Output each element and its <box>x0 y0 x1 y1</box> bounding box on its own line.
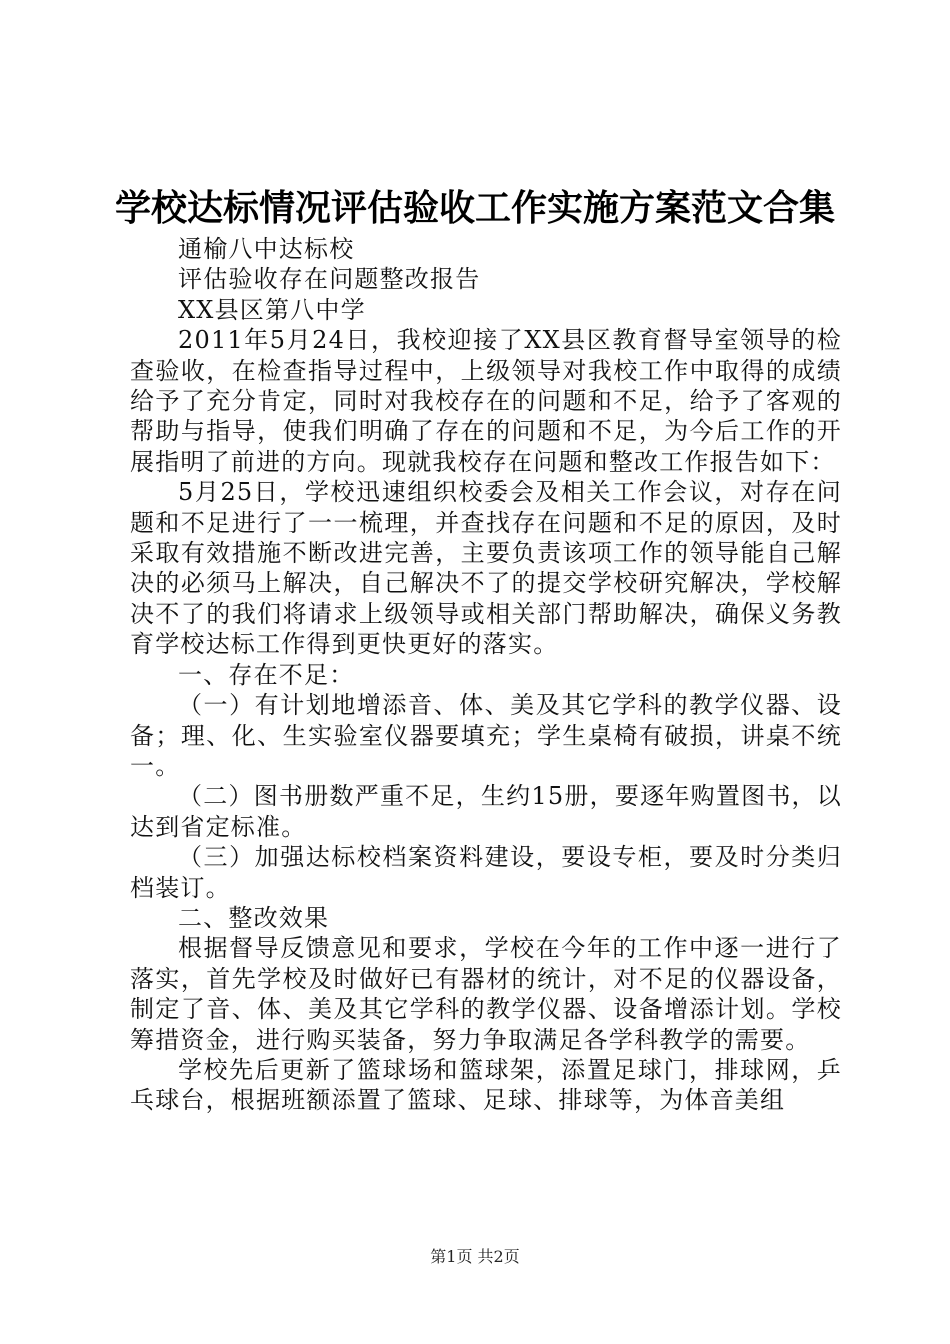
paragraph-meeting: 5月25日，学校迅速组织校委会及相关工作会议，对存在问题和不足进行了一一梳理，并查找存在问题和不足的原因，及时采取有效措施不断改进完善，主要负责该项工作的领导能自己解决的必须马上解决，自己解决不了的提交学校研究解决，学校解决不了的我们将请求上级领导或相关部门帮助解决，确保义务教育学校达标工作得到更快更好的落实。 <box>130 478 842 659</box>
paragraph-results-1: 根据督导反馈意见和要求，学校在今年的工作中逐一进行了落实，首先学校及时做好已有器材的统计，对不足的仪器设备，制定了音、体、美及其它学科的教学仪器、设备增添计划。学校筹措资金，进行购买装备，努力争取满足各学科教学的需要。 <box>130 934 842 1054</box>
document-title: 学校达标情况评估验收工作实施方案范文合集 <box>114 188 835 229</box>
paragraph-results-2: 学校先后更新了篮球场和篮球架，添置足球门，排球网，乒乓球台，根据班额添置了篮球、足球、排球等，为体音美组 <box>130 1055 842 1115</box>
paragraph-report-title: 评估验收存在问题整改报告 <box>178 265 481 294</box>
page-number-footer: 第1页 共2页 <box>430 1247 520 1266</box>
paragraph-shortcoming-2: （二）图书册数严重不足，生约15册，要逐年购置图书，以达到省定标准。 <box>130 782 842 841</box>
section-heading-results: 二、整改效果 <box>178 903 330 932</box>
paragraph-shortcoming-1: （一）有计划地增添音、体、美及其它学科的教学仪器、设备；理、化、生实验室仪器要填充；学生桌椅有破损，讲桌不统一。 <box>130 691 842 780</box>
document-body <box>130 234 842 1116</box>
paragraph-shortcoming-3: （三）加强达标校档案资料建设，要设专柜，要及时分类归档装订。 <box>130 843 842 902</box>
paragraph-school-name: 通榆八中达标校 <box>178 235 355 263</box>
paragraph-intro: 2011年5月24日，我校迎接了XX县区教育督导室领导的检查验收，在检查指导过程中，上级领导对我校工作中取得的成绩给予了充分肯定，同时对我校存在的问题和不足，给予了客观的帮助与指导，使我们明确了存在的问题和不足，为今后工作的开展指明了前进的方向。现就我校存在问题和整改工作报告如下： <box>130 326 842 476</box>
paragraph-school-full-name: XX县区第八中学 <box>178 295 366 324</box>
section-heading-shortcomings: 一、存在不足： <box>178 660 355 689</box>
